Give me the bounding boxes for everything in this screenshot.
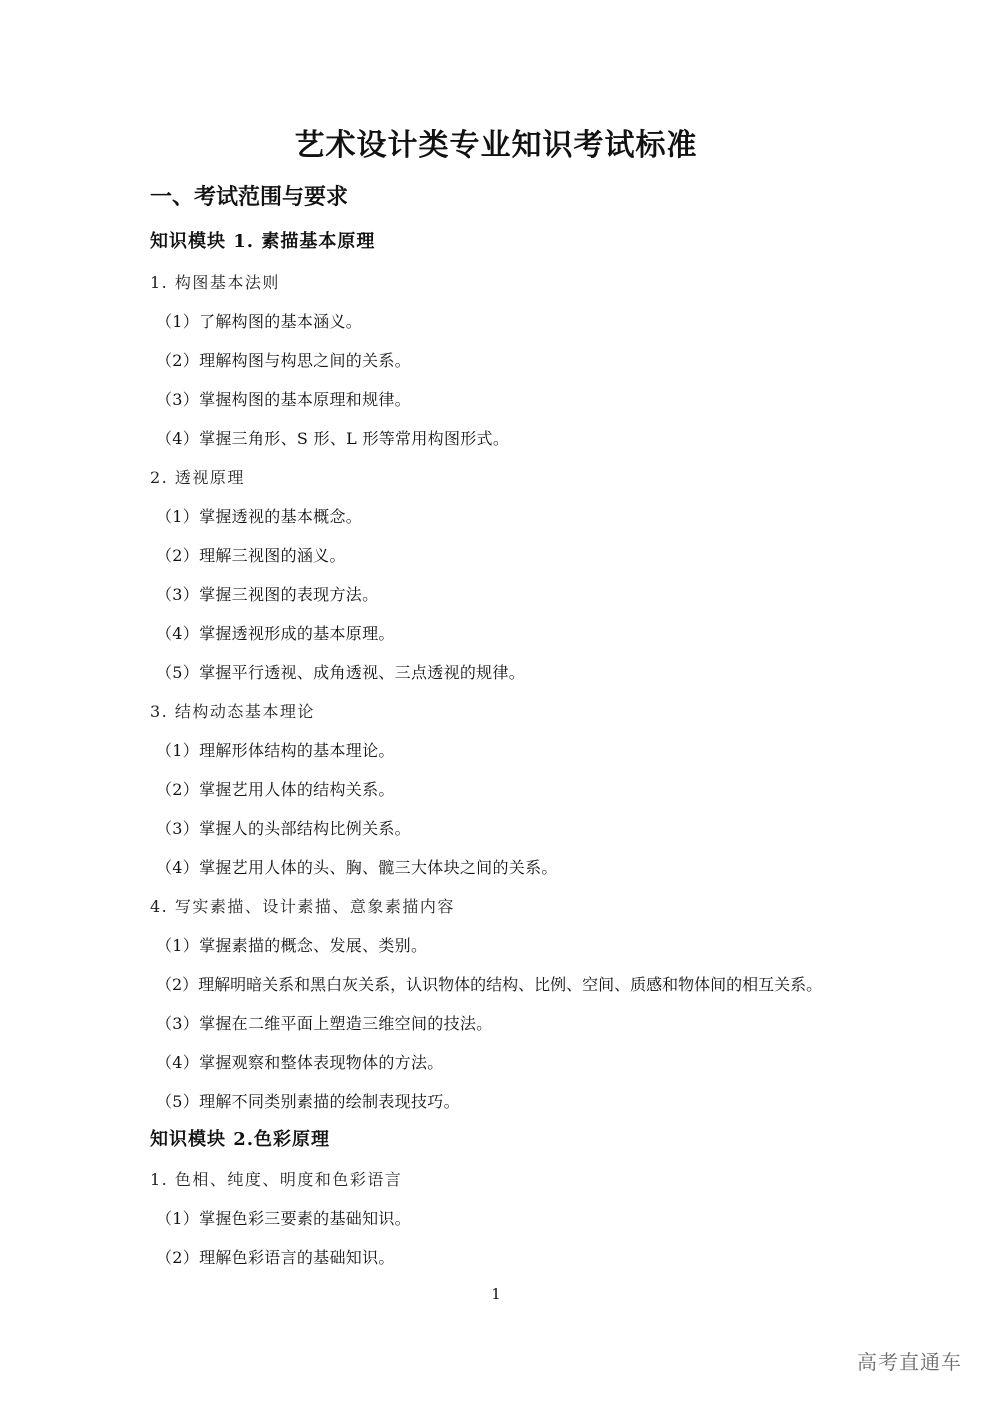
list-item: （4）掌握透视形成的基本原理。	[156, 624, 395, 643]
module-heading: 知识模块 2.色彩原理	[150, 1129, 331, 1150]
topic-heading: 3. 结构动态基本理论	[150, 702, 315, 721]
list-item: （1）掌握色彩三要素的基础知识。	[156, 1209, 411, 1228]
list-item: （1）掌握素描的概念、发展、类别。	[156, 936, 428, 955]
list-item: （2）理解色彩语言的基础知识。	[156, 1248, 395, 1267]
topic-heading: 1. 构图基本法则	[150, 273, 280, 292]
watermark-text: 高考直通车	[857, 1350, 962, 1374]
list-item: （2）理解三视图的涵义。	[156, 546, 346, 565]
topic-heading: 1. 色相、纯度、明度和色彩语言	[150, 1170, 403, 1189]
list-item: （5）理解不同类别素描的绘制表现技巧。	[156, 1092, 460, 1111]
topic-heading: 4. 写实素描、设计素描、意象素描内容	[150, 897, 455, 916]
list-item: （5）掌握平行透视、成角透视、三点透视的规律。	[156, 663, 526, 682]
list-item: （4）掌握三角形、S 形、L 形等常用构图形式。	[156, 429, 510, 448]
module-heading: 知识模块 1. 素描基本原理	[150, 231, 376, 252]
list-item: （2）理解构图与构思之间的关系。	[156, 351, 411, 370]
list-item: （1）了解构图的基本涵义。	[156, 312, 363, 331]
list-item: （4）掌握观察和整体表现物体的方法。	[156, 1053, 444, 1072]
list-item: （3）掌握构图的基本原理和规律。	[156, 390, 411, 409]
list-item: （1）理解形体结构的基本理论。	[156, 741, 395, 760]
document-title: 艺术设计类专业知识考试标准	[294, 128, 698, 163]
list-item: （2）掌握艺用人体的结构关系。	[156, 780, 395, 799]
topic-heading: 2. 透视原理	[150, 468, 245, 487]
page-number: 1	[491, 1285, 501, 1303]
list-item: （3）掌握人的头部结构比例关系。	[156, 819, 411, 838]
list-item: （4）掌握艺用人体的头、胸、髋三大体块之间的关系。	[156, 858, 558, 877]
list-item: （3）掌握在二维平面上塑造三维空间的技法。	[156, 1014, 493, 1033]
section-heading: 一、考试范围与要求	[150, 185, 349, 210]
list-item: （3）掌握三视图的表现方法。	[156, 585, 379, 604]
list-item: （2）理解明暗关系和黑白灰关系，认识物体的结构、比例、空间、质感和物体间的相互关系。	[156, 975, 823, 994]
list-item: （1）掌握透视的基本概念。	[156, 507, 363, 526]
